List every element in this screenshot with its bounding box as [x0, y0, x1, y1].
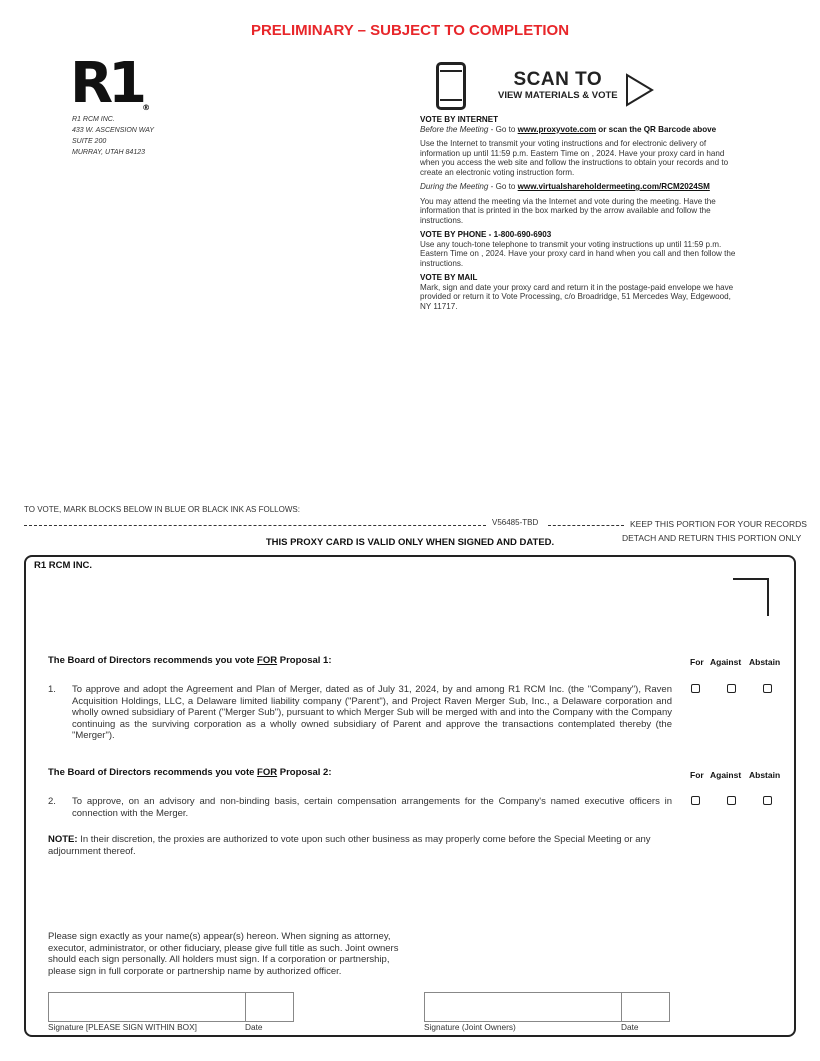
col-against: Against [710, 657, 742, 667]
card-company: R1 RCM INC. [34, 560, 93, 571]
address-line: 433 W. ASCENSION WAY [72, 127, 155, 134]
recommendation-2 [48, 767, 331, 778]
before-meeting-label: Before the Meeting [420, 124, 489, 134]
r1-logo [70, 51, 151, 116]
signing-instructions: Please sign exactly as your name(s) appear(s) hereon. When signing as attorney, executor, administrator, or other fiduciary, please give full title as such. Joint owners should each sign personally. All holders must sign. If a corporation or partnership, please sign in full corporate or partnership name by authorized officer. [48, 931, 399, 977]
proposal-2-number: 2. [48, 796, 56, 807]
rec-for: FOR [257, 767, 278, 778]
col-for: For [690, 770, 704, 780]
corner-mark [733, 578, 769, 616]
registered-mark: ® [142, 103, 151, 112]
col-abstain: Abstain [749, 657, 781, 667]
voting-instructions [420, 115, 740, 316]
scan-title: SCAN TO [513, 69, 603, 90]
address-line: MURRAY, UTAH 84123 [72, 149, 146, 156]
proposal-2-abstain-checkbox[interactable] [763, 796, 772, 805]
company-address [72, 114, 154, 158]
goto-text: - Go to [488, 182, 518, 191]
col-abstain: Abstain [749, 770, 781, 780]
note-label: NOTE: [48, 834, 78, 845]
valid-notice: THIS PROXY CARD IS VALID ONLY WHEN SIGNED AND DATED. [265, 537, 555, 548]
proposal-2-against-checkbox[interactable] [727, 796, 736, 805]
note [48, 834, 673, 857]
preliminary-banner: PRELIMINARY – SUBJECT TO COMPLETION [250, 22, 570, 39]
date-divider [621, 992, 622, 1022]
internet-body: Use the Internet to transmit your voting instructions and for electronic delivery of information up until 11:59 p.m. Eastern Time on , 2024. Have your proxy card in hand when you access the web site and follow the instructions to obtain your records and to create an electronic voting instruction form. [420, 139, 729, 177]
rec-text: Proposal 1: [277, 655, 332, 666]
rec-text: Proposal 2: [277, 767, 332, 778]
during-meeting-label: During the Meeting [420, 182, 489, 191]
smartphone-icon [436, 62, 466, 110]
proposal-1-against-checkbox[interactable] [727, 684, 736, 693]
phone-heading: VOTE BY PHONE - 1-800-690-6903 [420, 230, 552, 239]
col-for: For [690, 657, 704, 667]
keep-portion: KEEP THIS PORTION FOR YOUR RECORDS [630, 519, 807, 529]
joint-signature-label: Signature (Joint Owners) [424, 1022, 516, 1032]
mail-heading: VOTE BY MAIL [420, 273, 478, 282]
detach-line [548, 525, 624, 526]
date-label: Date [245, 1022, 263, 1032]
joint-signature-box[interactable] [424, 992, 670, 1022]
note-text: In their discretion, the proxies are authorized to vote upon such other business as may properly come before the Special Meeting or any adjournment thereof. [48, 834, 651, 857]
proposal-2-text: To approve, on an advisory and non-binding basis, certain compensation arrangements for the Company's named executive officers in connection with the Merger. [72, 796, 672, 819]
proposal-1-abstain-checkbox[interactable] [763, 684, 772, 693]
address-line: SUITE 200 [72, 138, 107, 145]
proposal-1-for-checkbox[interactable] [691, 684, 700, 693]
mark-instructions: TO VOTE, MARK BLOCKS BELOW IN BLUE OR BLACK INK AS FOLLOWS: [24, 505, 300, 514]
proposal-2-for-checkbox[interactable] [691, 796, 700, 805]
before-meeting-line [420, 125, 740, 135]
rec-text: The Board of Directors recommends you vote [48, 655, 258, 666]
proposal-1-text: To approve and adopt the Agreement and Plan of Merger, dated as of July 31, 2024, by and among R1 RCM Inc. (the "Company"), Raven Acquisition Holdings, LLC, a Delaware limited liability company ("Parent"), and Project Raven Merger Sub, Inc., a Delaware corporation and wholly owned subsidiary of Parent ("Merger Sub"), pursuant to which Merger Sub will be merged with and into the Company with the Company continuing as the surviving corporation as a wholly owned subsidiary of Parent and approve the transactions contemplated thereby (the "Merger"). [72, 684, 672, 741]
detach-line [24, 525, 486, 526]
proxyvote-link[interactable]: www.proxyvote.com [517, 124, 597, 134]
scan-subtitle: VIEW MATERIALS & VOTE [498, 90, 618, 101]
goto-text: - Go to [488, 124, 518, 134]
signature-label: Signature [PLEASE SIGN WITHIN BOX] [48, 1022, 197, 1032]
date-divider [245, 992, 246, 1022]
recommendation-1 [48, 655, 331, 666]
phone-body: Use any touch-tone telephone to transmit your voting instructions up until 11:59 p.m. Eastern Time on , 2024. Have your proxy card in hand when you call and then follow the instructions. [420, 239, 736, 268]
proposal-1-number: 1. [48, 684, 56, 695]
during-meeting-line [420, 182, 740, 192]
during-body: You may attend the meeting via the Internet and vote during the meeting. Have the information that is printed in the box marked by the arrow available and follow the instructions. [420, 196, 716, 225]
address-line: R1 RCM INC. [72, 116, 115, 123]
rec-for: FOR [257, 655, 278, 666]
logo-text: R1 [70, 51, 143, 116]
control-code: V56485-TBD [492, 518, 539, 527]
mail-body: Mark, sign and date your proxy card and return it in the postage-paid envelope we have provided or return it to Vote Processing, c/o Broadridge, 51 Mercedes Way, Edgewood, NY 11717. [420, 282, 734, 311]
play-arrow-icon [625, 73, 655, 107]
signature-box[interactable] [48, 992, 294, 1022]
meeting-link[interactable]: www.virtualshareholdermeeting.com/RCM2024SM [517, 182, 710, 191]
col-against: Against [710, 770, 742, 780]
rec-text: The Board of Directors recommends you vote [48, 767, 258, 778]
internet-heading: VOTE BY INTERNET [420, 115, 499, 124]
scan-to-view [498, 70, 618, 101]
detach-portion: DETACH AND RETURN THIS PORTION ONLY [622, 533, 802, 543]
qr-text: or scan the QR Barcode above [596, 124, 717, 134]
date-label: Date [621, 1022, 639, 1032]
